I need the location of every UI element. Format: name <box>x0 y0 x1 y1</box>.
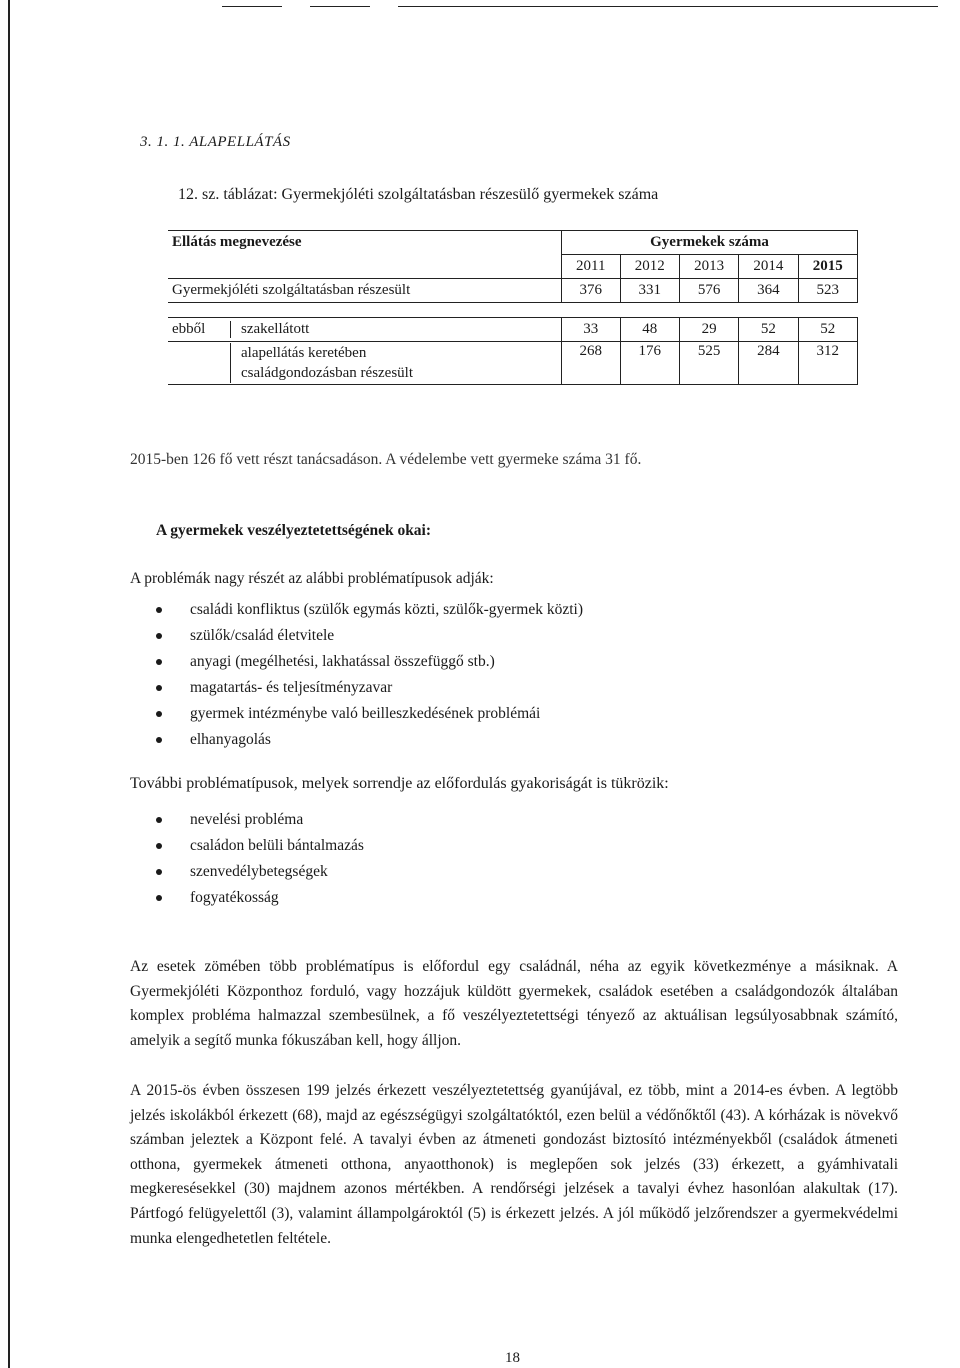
bullet-icon <box>156 817 162 823</box>
year-cell: 2014 <box>739 255 798 279</box>
page-number: 18 <box>505 1350 520 1366</box>
value-cell: 364 <box>739 279 798 303</box>
list-item: fogyatékosság <box>152 885 364 911</box>
children-count-table <box>168 230 858 385</box>
bullet-icon <box>156 607 162 613</box>
value-cell: 268 <box>562 342 621 385</box>
year-cell: 2011 <box>562 255 621 279</box>
list-item: magatartás- és teljesítményzavar <box>152 675 583 701</box>
causes-list <box>152 597 583 753</box>
bullet-icon <box>156 633 162 639</box>
header-children-count: Gyermekek száma <box>562 231 858 255</box>
year-cell: 2015 <box>798 255 857 279</box>
value-cell: 284 <box>739 342 798 385</box>
list-item: nevelési probléma <box>152 807 364 833</box>
further-list <box>152 807 364 911</box>
header-service-name: Ellátás megnevezése <box>168 231 562 255</box>
value-cell: 52 <box>739 318 798 342</box>
bullet-icon <box>156 711 162 717</box>
list-item: szenvedélybetegségek <box>152 859 364 885</box>
table-years-row <box>168 255 858 279</box>
consultation-note: 2015-ben 126 fő vett részt tanácsadáson. A védelembe vett gyermeke száma 31 fő. <box>130 451 642 468</box>
paragraph-complex-problems: Az esetek zömében több problématípus is előfordul egy családnál, néha az egyik következménye a másiknak. A Gyermekjóléti Központhoz forduló, vagy hozzájuk küldött gyermekek, családok esetében a családgondozók általában komplex probléma halmazzal szembesülnek, a fő veszélyeztetettségi tényező az aktuálisan legsúlyosabbnak számító, amelyik a segítő munka fókuszában kell, hogy álljon. <box>130 958 898 1049</box>
row-label: szakellátott <box>230 321 309 338</box>
row-label: Gyermekjóléti szolgáltatásban részesült <box>168 279 562 303</box>
causes-intro: A problémák nagy részét az alábbi problématípusok adják: <box>130 570 494 587</box>
value-cell: 312 <box>798 342 857 385</box>
table-header-row <box>168 231 858 255</box>
value-cell: 29 <box>679 318 738 342</box>
value-cell: 376 <box>562 279 621 303</box>
value-cell: 523 <box>798 279 857 303</box>
bullet-icon <box>156 659 162 665</box>
bullet-icon <box>156 685 162 691</box>
causes-heading: A gyermekek veszélyeztetettségének okai: <box>156 522 432 539</box>
section-heading: 3. 1. 1. ALAPELLÁTÁS <box>140 134 291 150</box>
list-item: elhanyagolás <box>152 727 583 753</box>
bullet-icon <box>156 895 162 901</box>
paragraph-signals-2015: A 2015-ös évben összesen 199 jelzés érkezett veszélyeztetettség gyanújával, ez több, mint a 2014-es évben. A legtöbb jelzés iskolákból érkezett (68), majd az egészségügyi szolgáltatóktól, ezen belül a védőnőktől (43). A kórházak is növekvő számban jeleztek a Központ felé. A tavalyi évben az átmeneti gondozást biztosító intézményekből (családok átmeneti otthona, gyermekek átmeneti otthona, anyaotthonok) is meglepően sok jelzés (33) érkezett, a gyámhivatali megkeresésekkel (30) majdnem azonos mértékben. A rendőrségi jelzések a tavalyi évhez hasonlóan alakultak (17). Pártfogó felügyelettől (3), valamint állampolgároktól (5) is érkezett jelzés. A jól működő jelzőrendszer a gyermekvédelmi munka elengedhetetlen feltétele. <box>130 1082 898 1247</box>
value-cell: 576 <box>679 279 738 303</box>
value-cell: 525 <box>679 342 738 385</box>
table-row-main <box>168 279 858 303</box>
further-intro: További problématípusok, melyek sorrendje az előfordulás gyakoriságát is tükrözik: <box>130 775 669 792</box>
list-item: szülők/család életvitele <box>152 623 583 649</box>
value-cell: 33 <box>562 318 621 342</box>
bullet-icon <box>156 843 162 849</box>
table-row-basic-care <box>168 342 858 385</box>
bullet-icon <box>156 737 162 743</box>
value-cell: 176 <box>620 342 679 385</box>
sub-group-label: ebből <box>172 321 206 337</box>
value-cell: 48 <box>620 318 679 342</box>
list-item: családi konfliktus (szülők egymás közti, szülők-gyermek közti) <box>152 597 583 623</box>
table-row-specialized <box>168 318 858 342</box>
row-label: alapellátás keretében <box>241 345 367 361</box>
list-item: gyermek intézménybe való beilleszkedésének problémái <box>152 701 583 727</box>
year-cell: 2013 <box>679 255 738 279</box>
row-label-continued: családgondozásban részesült <box>241 365 414 381</box>
bullet-icon <box>156 869 162 875</box>
table-caption: 12. sz. táblázat: Gyermekjóléti szolgáltatásban részesülő gyermekek száma <box>178 186 659 203</box>
value-cell: 331 <box>620 279 679 303</box>
list-item: családon belüli bántalmazás <box>152 833 364 859</box>
value-cell: 52 <box>798 318 857 342</box>
list-item: anyagi (megélhetési, lakhatással összefüggő stb.) <box>152 649 583 675</box>
year-cell: 2012 <box>620 255 679 279</box>
